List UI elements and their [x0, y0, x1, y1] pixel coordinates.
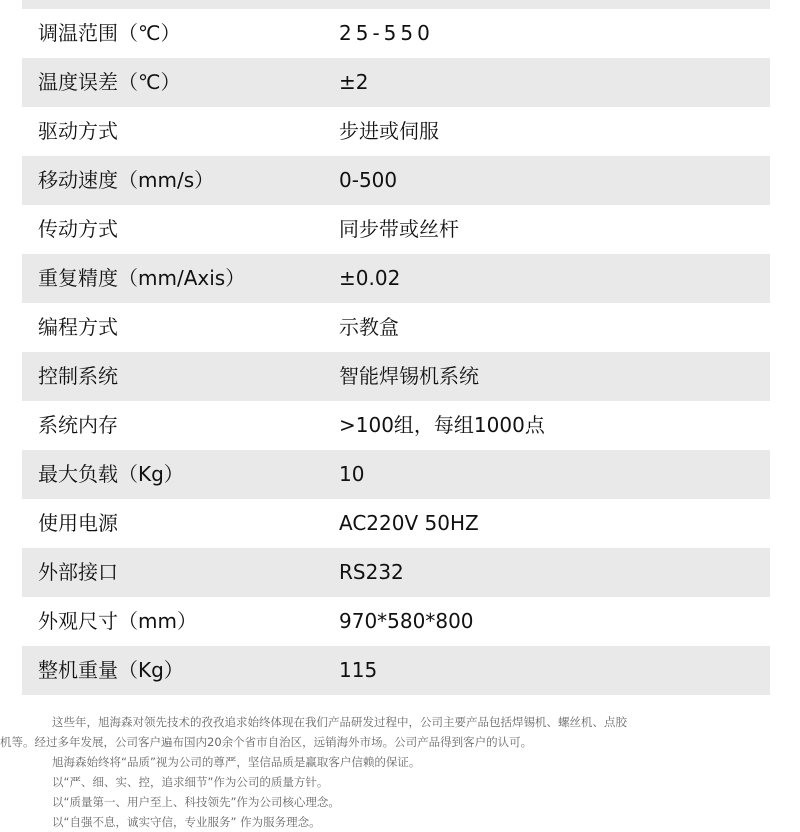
spec-label: 编程方式 — [38, 315, 118, 339]
spec-label: 系统内存 — [38, 413, 118, 437]
spec-row — [22, 352, 770, 401]
spec-row — [22, 205, 770, 254]
spec-row — [22, 499, 770, 548]
spec-value: 25-550 — [339, 21, 434, 45]
intro-line: 这些年，旭海森对领先技术的孜孜追求始终体现在我们产品研发过程中，公司主要产品包括焊锡机、螺丝机、点胶 — [52, 715, 627, 729]
spec-label: 外观尺寸（mm） — [38, 609, 197, 633]
spec-row — [22, 548, 770, 597]
spec-row — [22, 254, 770, 303]
intro-line: 以“质量第一、用户至上、科技领先”作为公司核心理念。 — [52, 795, 340, 809]
spec-row — [22, 646, 770, 695]
spec-row — [22, 303, 770, 352]
spec-label: 驱动方式 — [38, 119, 118, 143]
spec-value: 智能焊锡机系统 — [339, 364, 479, 388]
spec-label: 温度误差（℃） — [38, 70, 181, 94]
spec-value: 10 — [339, 462, 365, 486]
spec-value: RS232 — [339, 560, 404, 584]
spec-value: 115 — [339, 658, 378, 682]
spec-row — [22, 58, 770, 107]
spec-row — [22, 9, 770, 58]
spec-row — [22, 107, 770, 156]
spec-label: 外部接口 — [38, 560, 118, 584]
spec-table — [22, 9, 770, 695]
spec-value: 示教盒 — [339, 315, 399, 339]
spec-label: 调温范围（℃） — [38, 21, 181, 45]
company-intro — [0, 712, 800, 832]
intro-line: 机等。经过多年发展，公司客户遍布国内20余个省市自治区，远销海外市场。公司产品得到客户的认可。 — [0, 735, 533, 749]
spec-label: 传动方式 — [38, 217, 118, 241]
spec-row — [22, 156, 770, 205]
spec-row — [22, 597, 770, 646]
intro-line: 旭海森始终将“品质”视为公司的尊严，坚信品质是赢取客户信赖的保证。 — [52, 755, 421, 769]
spec-label: 最大负载（Kg） — [38, 462, 184, 486]
spec-value: 0-500 — [339, 168, 398, 192]
spec-value: 同步带或丝杆 — [339, 217, 459, 241]
spec-value: ±0.02 — [339, 266, 401, 290]
spec-label: 移动速度（mm/s） — [38, 168, 215, 192]
spec-row — [22, 401, 770, 450]
spec-label: 重复精度（mm/Axis） — [38, 266, 246, 290]
spec-row — [22, 450, 770, 499]
spec-value: 步进或伺服 — [339, 119, 439, 143]
spec-label: 控制系统 — [38, 364, 118, 388]
intro-line: 以“严、细、实、控，追求细节”作为公司的质量方针。 — [52, 775, 329, 789]
spec-label: 整机重量（Kg） — [38, 658, 184, 682]
spec-value: AC220V 50HZ — [339, 511, 479, 535]
spec-value: ±2 — [339, 70, 369, 94]
spec-value: >100组，每组1000点 — [339, 413, 545, 437]
intro-line: 以“自强不息，诚实守信，专业服务” 作为服务理念。 — [52, 815, 321, 829]
spec-value: 970*580*800 — [339, 609, 474, 633]
spec-label: 使用电源 — [38, 511, 118, 535]
top-band — [22, 0, 770, 9]
